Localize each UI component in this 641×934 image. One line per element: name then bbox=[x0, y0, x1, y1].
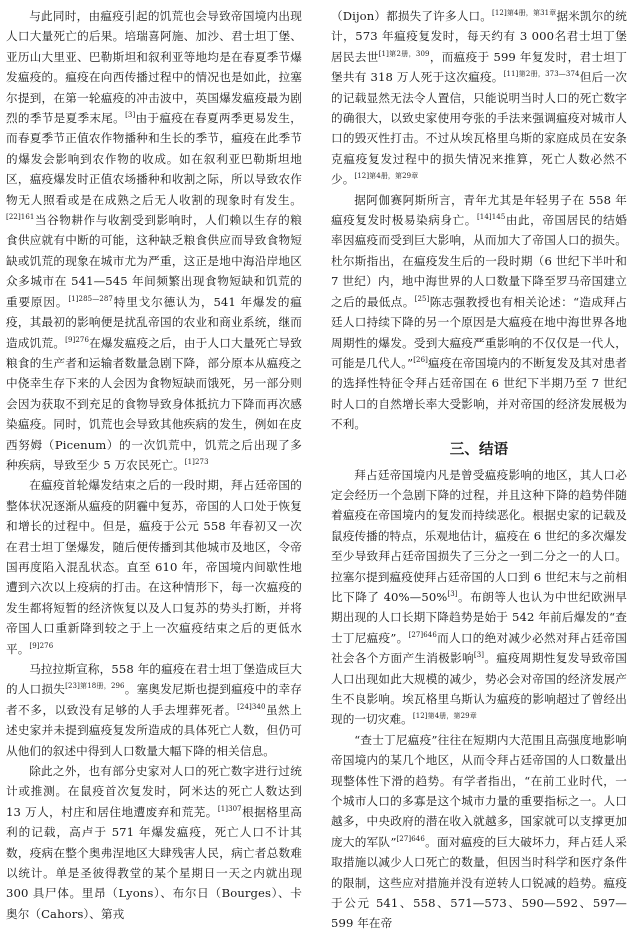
paragraph-death-counts: 除此之外，也有部分史家对人口的死亡数字进行过统计或推测。在鼠疫首次复发时，阿米达的死亡人数达到 13 万人，村庄和居住地遭废弃和荒芜。$^{[1]307}$根据格里高利的记载，高卢于 571 年爆发瘟疫，死亡人口不计其数，疫病在整个奥弗涅地区大肆残害人民，病亡者总数难以统计。单是圣彼得教堂的某个星期日一天之内就出现 300 具尸体。里昂（Lyons）、布尔日（Bourges）、卡奥尔（Cahors）、第戎 bbox=[6, 764, 302, 921]
paragraph-malalas: 马拉拉斯宣称，558 年的瘟疫在君士坦丁堡造成巨大的人口损失$^{[23]第18册,296}$。塞奥发尼斯也提到瘟疫中的幸存者不多，以致没有足够的人手去埋葬死者。$^{[24]340}$虽然上述史家并未提到瘟疫复发所造成的具体死亡人数，但仍可从他们的叙述中得到人口数量大幅下降的相关信息。 bbox=[6, 662, 302, 758]
paragraph-dijon: （Dijon）都损失了许多人口。$^{[12]第4册,第31章}$据米凯尔的统计，573 年瘟疫复发时，每天约有 3 000名君士坦丁堡居民去世$^{[1]第2册,309}$，而瘟疫于 599 年复发时，君士坦丁堡共有 318 万人死于这次瘟疫。$^{[11]第2册,373—374}$但后一次的记载显然无法令人置信，只能说明当时人口的死亡数字的确很大，以致史家使用夸张的手法来强调瘟疫对城市人口的毁灭性打击。不过从埃瓦格里乌斯的家庭成员在安条克瘟疫复发过程中的损失情况来推算，死亡人数必然不少。$^{[12]第4册,第29章}$ bbox=[331, 9, 628, 187]
paragraph-famine: 与此同时，由瘟疫引起的饥荒也会导致帝国境内出现人口大量死亡的后果。培瑞喜阿施、加沙、君士坦丁堡、亚历山大里亚、巴勒斯坦和叙利亚等地均是在春夏季节爆发瘟疫的。瘟疫在向西传播过程中的情况也是如此，拉塞尔提到，在第一轮瘟疫的冲击波中，英国爆发瘟疫最为剧烈的季节是夏季末尾。[3]由于瘟疫在春夏两季更易发生，而春夏季节正值农作物播种和生长的季节，瘟疫在此季节的爆发会影响到农作物的收成。如在叙利亚巴勒斯坦地区，瘟疫爆发时正值农场播种和收割之际，所以导致农作物无人照看或是在成熟之后无人收割的现象时有发生。$^{[22]161}$当谷物耕作与收割受到影响时，人们赖以生存的粮食供应就有中断的可能，这种缺乏粮食供应而导致食物短缺或饥荒的现象在城市尤为严重，这正是地中海沿岸地区众多城市在 541—545 年间频繁出现食物短缺和饥荒的重要原因。$^{[1]285—287}$特里戈尔德认为，541 年爆发的瘟疫，其最初的影响便是扰乱帝国的农业和商业系统，继而造成饥荒。$^{[9]276}$在爆发瘟疫之后，由于人口大量死亡导致粮食的生产者和运输者数量急剧下降，部分原本从瘟疫之中侥幸生存下来的人会因为食物短缺而饿死，另一部分则会因为获取不到充足的食物导致身体抵抗力下降而再次感染瘟疫。同时，饥荒也会导致其他疾病的发生，例如在皮西努姆（Picenum）的一次饥荒中，饥荒之后出现了多种疾病，导致至少 5 万农民死亡。$^{[1]273}$ bbox=[6, 9, 302, 472]
left-column bbox=[6, 6, 302, 924]
paragraph-agathias: 据阿伽赛阿斯所言，青年尤其是年轻男子在 558 年瘟疫复发时极易染病身亡。$^{[14]145}$由此，帝国居民的结婚率因瘟疫而受到巨大影响，从而加大了帝国人口的损失。杜尔斯指出，在瘟疫发生后的一段时期（6 世纪下半叶和 7 世纪）内，地中海世界的人口数量下降至罗马帝国建立之后的最低点。[25]陈志强教授也有相关论述：“造成拜占廷人口持续下降的另一个原因是大瘟疫在地中海世界各地周期性的爆发。受到大瘟疫严重影响的不仅仅是一代人，可能是几代人。”[26]瘟疫在帝国境内的不断复发及其对患者的选择性特征令拜占廷帝国在 6 世纪下半期乃至 7 世纪时人口的自然增长率大受影响，并对帝国的经济发展极为不利。 bbox=[331, 192, 627, 432]
paragraph-conclusion-2: “查士丁尼瘟疫”往往在短期内大范围且高强度地影响帝国境内的某几个地区，从而令拜占廷帝国的人口数量出现整体性下滑的趋势。有学者指出，“在前工业时代，一个城市人口的多寡是这个城市力量的重要指标之一。人口越多，中央政府的潜在收入就越多，国家就可以支撑更加庞大的军队”$^{[27]646}$。面对瘟疫的巨大破坏力，拜占廷人采取措施以减少人口死亡的数量，但因当时科学和医疗条件的限制，这些应对措施并没有逆转人口锐减的趋势。瘟疫于公元 541、558、571—573、590—592、597—599 年在帝 bbox=[331, 732, 627, 931]
section-heading-conclusion: 三、结语 bbox=[449, 441, 509, 458]
right-column bbox=[331, 6, 627, 934]
paragraph-recurrence: 在瘟疫首轮爆发结束之后的一段时期，拜占廷帝国的整体状况逐渐从瘟疫的阴霾中复苏，帝国的人口处于恢复和增长的过程中。但是，瘟疫于公元 558 年春初又一次在君士坦丁堡爆发，随后便传播到其他城市及地区，令帝国再度陷入混乱状态。直至 610 年，帝国境内间歇性地遭到六次以上疫病的打击。在这种情形下，每一次瘟疫的发生都将短暂的经济恢复以及人口复苏的势头打断，并将帝国人口重新降到较之于上一次瘟疫结束之后的更低水平。$^{[9]276}$ bbox=[6, 478, 302, 656]
paragraph-conclusion-1: 拜占廷帝国境内凡是曾受瘟疫影响的地区，其人口必定会经历一个急剧下降的过程，并且这种下降的趋势伴随着瘟疫在帝国境内的复发而持续恶化。根据史家的记载及鼠疫传播的特点，乐观地估计，瘟疫在 6 世纪的多次爆发至少导致拜占廷帝国损失了三分之一到二分之一的人口。拉塞尔提到瘟疫使拜占廷帝国的人口到 6 世纪末与之前相比下降了 40%—50%[3]。布朗等人也认为中世纪欧洲早期出现的人口长期下降趋势是始于 542 年前后爆发的“查士丁尼瘟疫”。$^{[27]646}$而人口的绝对减少必然对拜占廷帝国社会各个方面产生消极影响[3]。瘟疫周期性复发导致帝国人口出现如此大规模的减少，势必会对帝国的经济发展产生不良影响。埃瓦格里乌斯认为瘟疫的影响超过了曾经出现的一切灾难。$^{[12]第4册,第29章}$ bbox=[331, 467, 627, 727]
